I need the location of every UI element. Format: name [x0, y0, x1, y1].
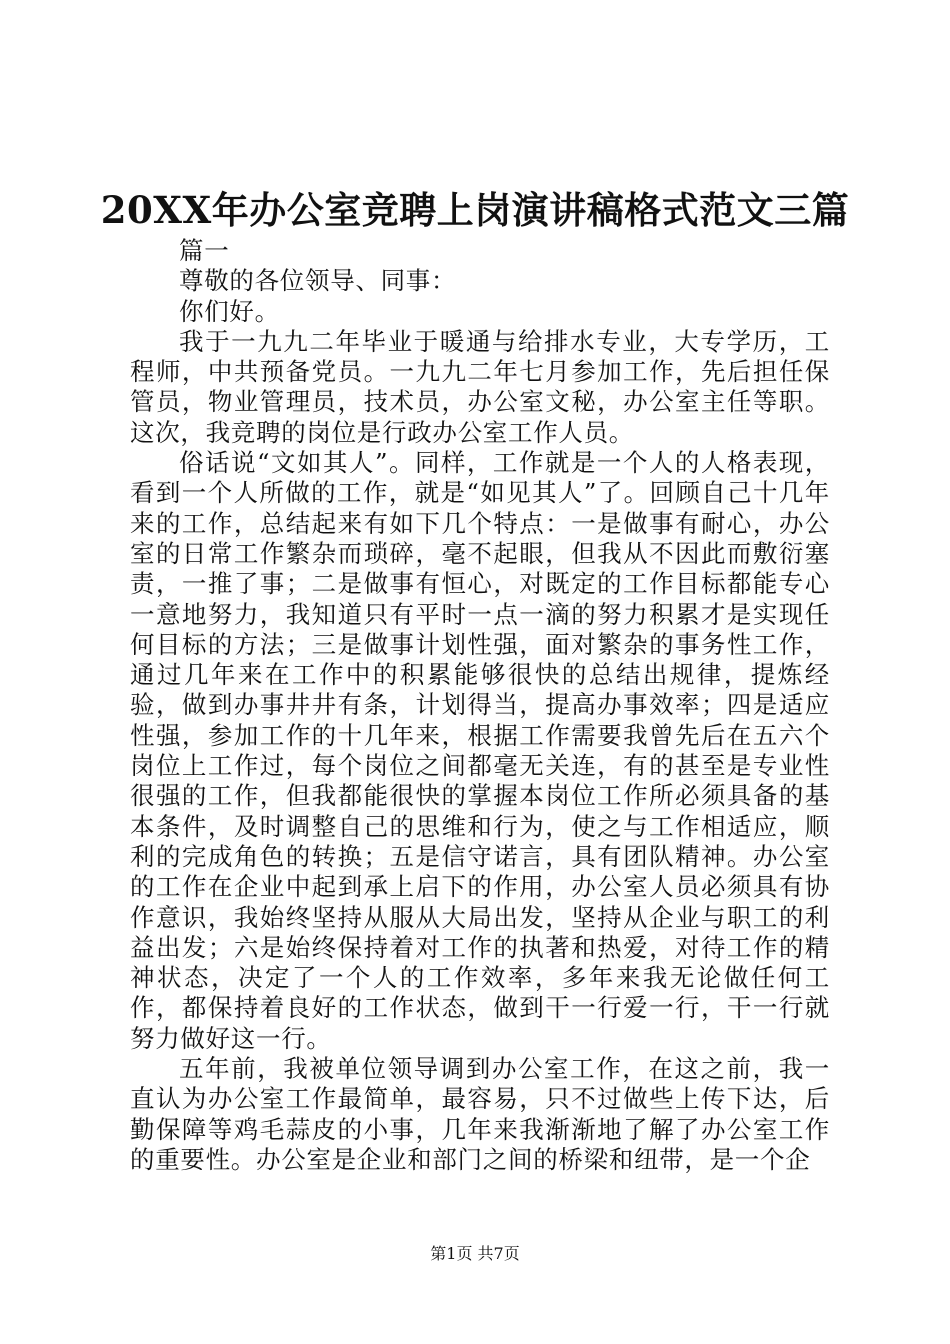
salutation: 尊敬的各位领导、同事：: [179, 266, 457, 296]
paragraph-intro: 我于一九九二年毕业于暖通与给排水专业，大专学历，工程师，中共预备党员。一九九二年七月参加工作，先后担任保管员，物业管理员，技术员，办公室文秘，办公室主任等职。这次，我竞聘的岗位是行政办公室工作人员。: [130, 326, 830, 447]
paragraph-office-work: 五年前，我被单位领导调到办公室工作，在这之前，我一直认为办公室工作最简单，最容易，只不过做些上传下达，后勤保障等鸡毛蒜皮的小事，几年来我渐渐地了解了办公室工作的重要性。办公室是企业和部门之间的桥梁和纽带，是一个企: [130, 1054, 830, 1174]
document-body: [130, 236, 830, 1175]
section-heading: 篇一: [179, 236, 230, 265]
page-indicator: 第1页 共7页: [430, 1244, 520, 1263]
greeting: 你们好。: [179, 296, 280, 326]
document-title: 20XX年办公室竞聘上岗演讲稿格式范文三篇: [100, 188, 850, 232]
paragraph-characteristics: 俗话说“文如其人”。同样，工作就是一个人的人格表现，看到一个人所做的工作，就是“如见其人”了。回顾自己十几年来的工作，总结起来有如下几个特点：一是做事有耐心，办公室的日常工作繁杂而琐碎，毫不起眼，但我从不因此而敷衍塞责，一推了事；二是做事有恒心，对既定的工作目标都能专心一意地努力，我知道只有平时一点一滴的努力积累才是实现任何目标的方法；三是做事计划性强，面对繁杂的事务性工作，通过几年来在工作中的积累能够很快的总结出规律，提炼经验，做到办事井井有条，计划得当，提高办事效率；四是适应性强，参加工作的十几年来，根据工作需要我曾先后在五六个岗位上工作过，每个岗位之间都毫无关连，有的甚至是专业性很强的工作，但我都能很快的掌握本岗位工作所必须具备的基本条件，及时调整自己的思维和行为，使之与工作相适应，顺利的完成角色的转换；五是信守诺言，具有团队精神。办公室的工作在企业中起到承上启下的作用，办公室人员必须具有协作意识，我始终坚持从服从大局出发，坚持从企业与职工的利益出发；六是始终保持着对工作的执著和热爱，对待工作的精神状态，决定了一个人的工作效率，多年来我无论做任何工作，都保持着良好的工作状态，做到干一行爱一行，干一行就努力做好这一行。: [130, 448, 830, 1053]
